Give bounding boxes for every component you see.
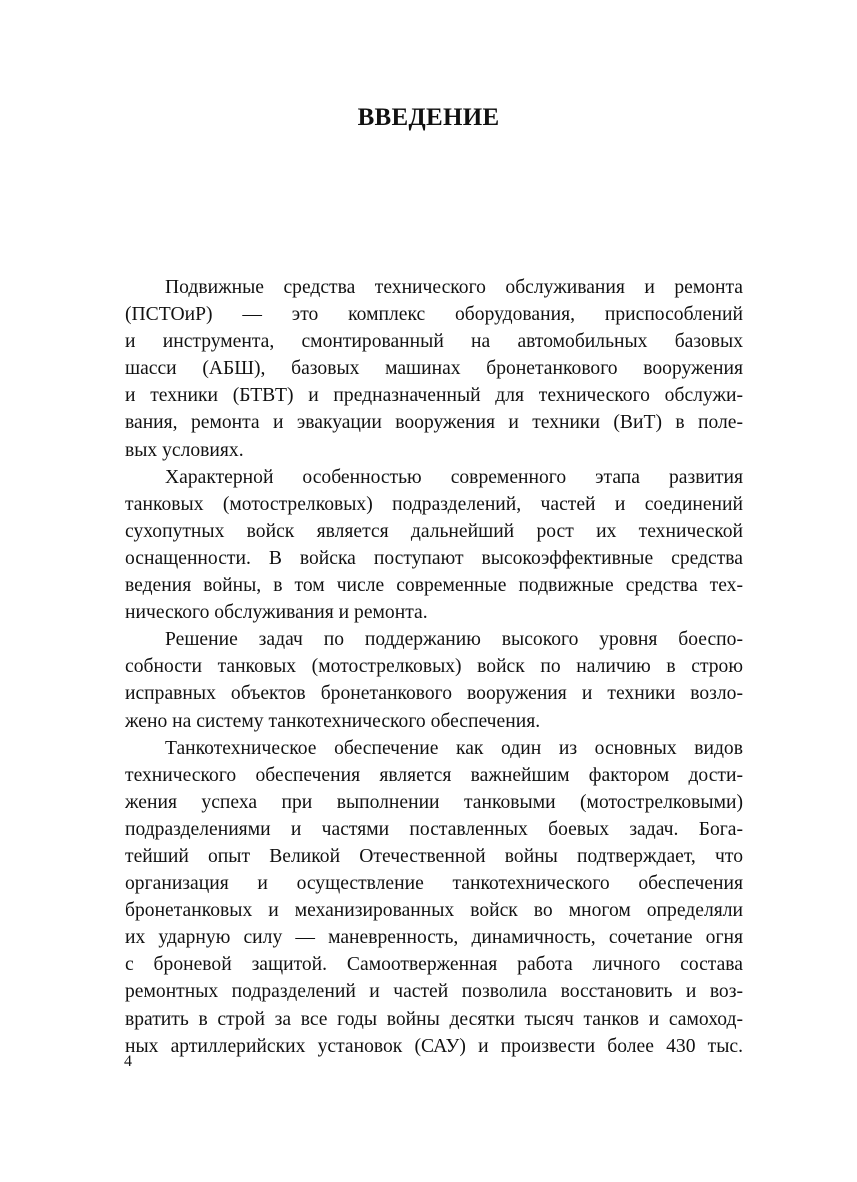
text-line: танковых (мотострелковых) подразделений, частей и соединений bbox=[125, 493, 743, 515]
text-line: ремонтных подразделений и частей позволила восстановить и воз- bbox=[125, 981, 743, 1003]
text-line: Подвижные средства технического обслуживания и ремонта bbox=[165, 277, 743, 298]
page-number: 4 bbox=[124, 1053, 132, 1070]
text-line: вратить в строй за все годы войны десятки тысяч танков и самоход- bbox=[125, 1008, 743, 1030]
text-line: Характерной особенностью современного этапа развития bbox=[165, 466, 743, 488]
text-line: исправных объектов бронетанкового вооружения и техники возло- bbox=[125, 683, 743, 705]
body-text bbox=[125, 274, 743, 1060]
text-line: вания, ремонта и эвакуации вооружения и техники (ВиТ) в поле- bbox=[125, 412, 743, 434]
text-line: нического обслуживания и ремонта. bbox=[125, 602, 428, 624]
text-line: их ударную силу — маневренность, динамичность, сочетание огня bbox=[125, 927, 743, 949]
page-title: ВВЕДЕНИЕ bbox=[357, 104, 500, 131]
text-line: и техники (БТВТ) и предназначенный для технического обслужи- bbox=[125, 385, 743, 407]
text-line: ведения войны, в том числе современные подвижные средства тех- bbox=[125, 575, 743, 597]
text-line: Танкотехническое обеспечение как один из основных видов bbox=[165, 737, 743, 759]
text-line: собности танковых (мотострелковых) войск по наличию в строю bbox=[125, 656, 743, 678]
text-line: подразделениями и частями поставленных боевых задач. Бога- bbox=[125, 818, 743, 840]
text-line: жено на систему танкотехнического обеспечения. bbox=[125, 710, 541, 732]
text-line: вых условиях. bbox=[125, 439, 244, 461]
text-line: бронетанковых и механизированных войск во многом определяли bbox=[125, 900, 743, 922]
text-line: технического обеспечения является важнейшим фактором дости- bbox=[125, 764, 743, 786]
text-line: с броневой защитой. Самоотверженная работа личного состава bbox=[125, 954, 743, 976]
text-line: ных артиллерийских установок (САУ) и произвести более 430 тыс. bbox=[125, 1035, 743, 1057]
text-line: тейший опыт Великой Отечественной войны подтверждает, что bbox=[125, 845, 743, 867]
text-line: жения успеха при выполнении танковыми (мотострелковыми) bbox=[125, 791, 743, 813]
text-line: оснащенности. В войска поступают высокоэффективные средства bbox=[125, 547, 743, 569]
text-line: шасси (АБШ), базовых машинах бронетанкового вооружения bbox=[125, 358, 743, 380]
text-line: (ПСТОиР) — это комплекс оборудования, приспособлений bbox=[125, 304, 743, 326]
text-line: и инструмента, смонтированный на автомобильных базовых bbox=[125, 331, 743, 353]
text-line: Решение задач по поддержанию высокого уровня боеспо- bbox=[165, 629, 743, 651]
text-line: организация и осуществление танкотехнического обеспечения bbox=[125, 873, 743, 895]
text-line: сухопутных войск является дальнейший рост их технической bbox=[125, 520, 743, 542]
